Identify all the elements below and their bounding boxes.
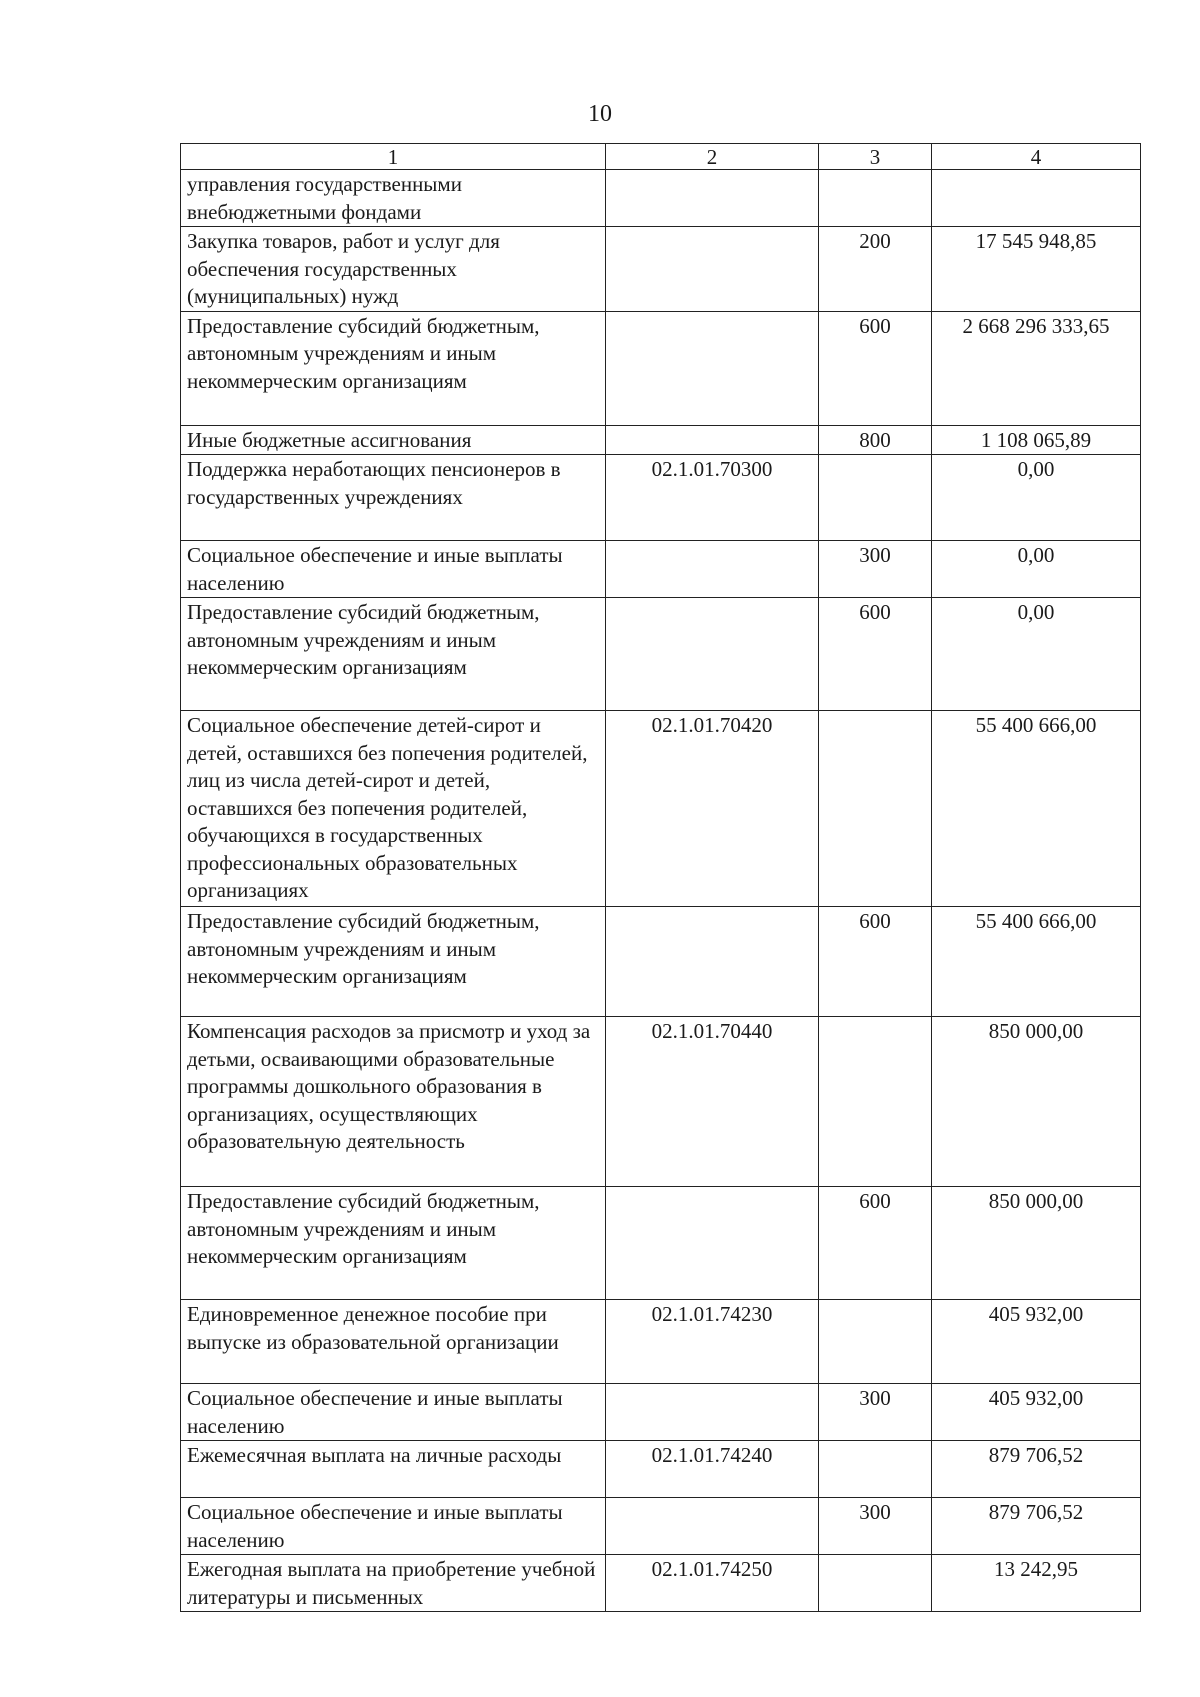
row-name: Социальное обеспечение и иные выплаты населению (181, 1498, 606, 1555)
row-name: Ежемесячная выплата на личные расходы (181, 1441, 606, 1498)
row-code (606, 1498, 819, 1555)
row-amount: 0,00 (932, 455, 1141, 541)
table-row (181, 1441, 1141, 1498)
row-code (606, 311, 819, 425)
row-amount: 879 706,52 (932, 1498, 1141, 1555)
row-amount: 0,00 (932, 541, 1141, 598)
row-name: Закупка товаров, работ и услуг для обеспечения государственных (муниципальных) нужд (181, 227, 606, 312)
table-header (181, 144, 1141, 170)
row-expense-type: 600 (819, 907, 932, 1017)
row-name: управления государственными внебюджетными фондами (181, 170, 606, 227)
table-row (181, 1555, 1141, 1612)
row-name: Социальное обеспечение детей-сирот и детей, оставшихся без попечения родителей, лиц из числа детей-сирот и детей, оставшихся без попечения родителей, обучающихся в государственных профессиональных образовательных организациях (181, 711, 606, 907)
row-amount: 2 668 296 333,65 (932, 311, 1141, 425)
row-amount: 850 000,00 (932, 1017, 1141, 1187)
header-col-4: 4 (932, 144, 1141, 170)
row-name: Предоставление субсидий бюджетным, автономным учреждениям и иным некоммерческим организациям (181, 1187, 606, 1300)
row-expense-type: 300 (819, 541, 932, 598)
row-code (606, 541, 819, 598)
header-row (181, 144, 1141, 170)
table-row (181, 1498, 1141, 1555)
row-name: Компенсация расходов за присмотр и уход за детьми, осваивающими образовательные программы дошкольного образования в организациях, осуществляющих образовательную деятельность (181, 1017, 606, 1187)
row-name: Ежегодная выплата на приобретение учебной литературы и письменных (181, 1555, 606, 1612)
row-amount: 0,00 (932, 598, 1141, 711)
row-expense-type: 300 (819, 1384, 932, 1441)
row-amount: 1 108 065,89 (932, 425, 1141, 455)
row-amount: 405 932,00 (932, 1300, 1141, 1384)
table-row (181, 711, 1141, 907)
row-amount: 850 000,00 (932, 1187, 1141, 1300)
row-amount: 13 242,95 (932, 1555, 1141, 1612)
table-row (181, 425, 1141, 455)
header-col-1: 1 (181, 144, 606, 170)
table-row (181, 311, 1141, 425)
table-row (181, 1300, 1141, 1384)
row-name: Предоставление субсидий бюджетным, автономным учреждениям и иным некоммерческим организациям (181, 598, 606, 711)
table-body (181, 170, 1141, 1612)
budget-table (180, 143, 1141, 1612)
row-expense-type: 800 (819, 425, 932, 455)
row-code: 02.1.01.74240 (606, 1441, 819, 1498)
row-expense-type (819, 711, 932, 907)
row-code (606, 598, 819, 711)
row-name: Предоставление субсидий бюджетным, автономным учреждениям и иным некоммерческим организациям (181, 907, 606, 1017)
row-expense-type: 600 (819, 598, 932, 711)
row-expense-type: 600 (819, 311, 932, 425)
row-name: Поддержка неработающих пенсионеров в государственных учреждениях (181, 455, 606, 541)
row-code: 02.1.01.74230 (606, 1300, 819, 1384)
row-expense-type (819, 455, 932, 541)
table-row (181, 455, 1141, 541)
page-number: 10 (588, 101, 612, 127)
row-code (606, 1384, 819, 1441)
table-row (181, 541, 1141, 598)
row-code (606, 227, 819, 312)
row-code (606, 1187, 819, 1300)
table-row (181, 1017, 1141, 1187)
row-code (606, 425, 819, 455)
row-expense-type (819, 1017, 932, 1187)
row-expense-type: 600 (819, 1187, 932, 1300)
row-amount: 879 706,52 (932, 1441, 1141, 1498)
row-amount (932, 170, 1141, 227)
row-code (606, 170, 819, 227)
row-code: 02.1.01.70440 (606, 1017, 819, 1187)
row-name: Предоставление субсидий бюджетным, автономным учреждениям и иным некоммерческим организациям (181, 311, 606, 425)
row-code: 02.1.01.70300 (606, 455, 819, 541)
row-amount: 55 400 666,00 (932, 907, 1141, 1017)
row-amount: 405 932,00 (932, 1384, 1141, 1441)
row-name: Единовременное денежное пособие при выпуске из образовательной организации (181, 1300, 606, 1384)
table-row (181, 1187, 1141, 1300)
header-col-2: 2 (606, 144, 819, 170)
row-expense-type (819, 170, 932, 227)
row-code: 02.1.01.74250 (606, 1555, 819, 1612)
row-name: Иные бюджетные ассигнования (181, 425, 606, 455)
table-row (181, 227, 1141, 312)
row-expense-type (819, 1441, 932, 1498)
header-col-3: 3 (819, 144, 932, 170)
row-code (606, 907, 819, 1017)
table-row (181, 907, 1141, 1017)
row-expense-type: 200 (819, 227, 932, 312)
table-row (181, 598, 1141, 711)
row-name: Социальное обеспечение и иные выплаты населению (181, 1384, 606, 1441)
table-row (181, 170, 1141, 227)
row-expense-type: 300 (819, 1498, 932, 1555)
row-expense-type (819, 1300, 932, 1384)
row-expense-type (819, 1555, 932, 1612)
row-code: 02.1.01.70420 (606, 711, 819, 907)
row-amount: 17 545 948,85 (932, 227, 1141, 312)
row-name: Социальное обеспечение и иные выплаты населению (181, 541, 606, 598)
table-row (181, 1384, 1141, 1441)
row-amount: 55 400 666,00 (932, 711, 1141, 907)
